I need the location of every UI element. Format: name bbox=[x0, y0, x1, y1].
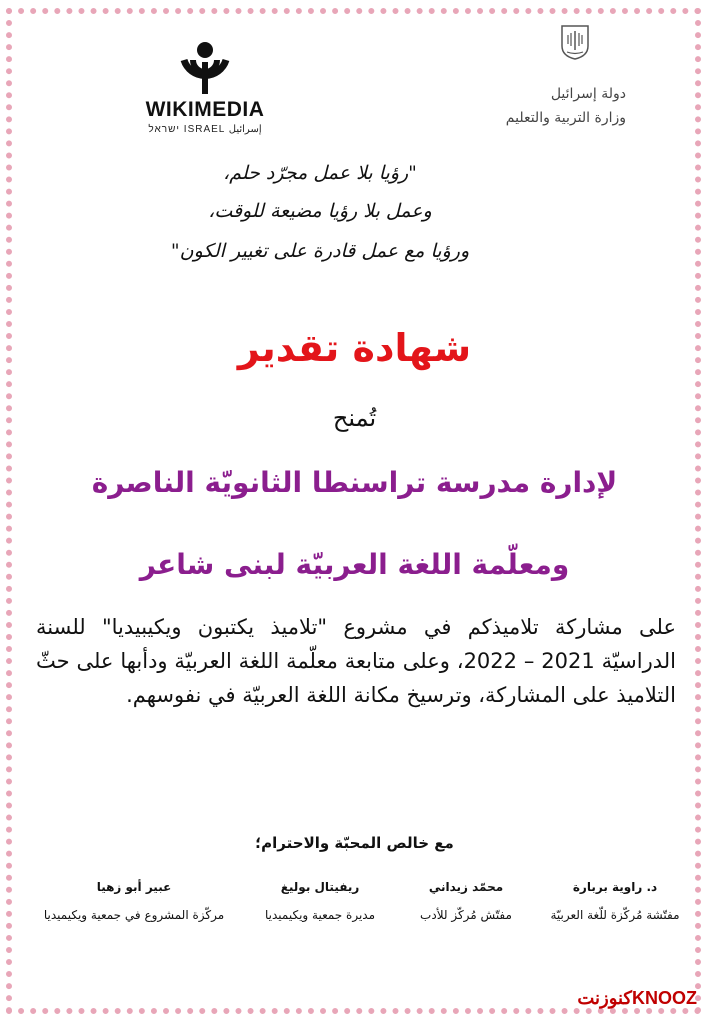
wikimedia-subline: ישראל ISRAEL إسرائيل bbox=[148, 124, 262, 135]
signatory-name: محمّد زيداني bbox=[428, 880, 504, 894]
signatory-role: مفتّش مُركّز للأدب bbox=[420, 908, 512, 922]
ministry-name: وزارة التربية والتعليم bbox=[505, 110, 626, 126]
signatory-name: د. راوية بربارة bbox=[572, 880, 658, 894]
signatory-role: مفتّشة مُركّزة للّغة العربيّة bbox=[550, 908, 680, 922]
wikimedia-logo bbox=[130, 38, 280, 138]
wikimedia-wordmark: WIKIMEDIA bbox=[145, 98, 265, 121]
brand-latin: KNOOZ bbox=[632, 988, 697, 1008]
signatory-name: ريفيتال بوليغ bbox=[280, 880, 360, 894]
closing-regards: مع خالص المحبّة والاحترام؛ bbox=[255, 834, 454, 852]
granted-label: تُمنح bbox=[332, 404, 377, 432]
signatory-role: مركّزة المشروع في جمعية ويكيميديا bbox=[43, 908, 225, 922]
signatory bbox=[540, 880, 690, 922]
quote-line-3: ورؤيا مع عمل قادرة على تغيير الكون" bbox=[170, 240, 470, 262]
quote-line-2: وعمل بلا رؤيا مضيعة للوقت، bbox=[208, 200, 432, 222]
signatory-name: عبير أبو زهيا bbox=[96, 880, 172, 894]
signatory bbox=[406, 880, 526, 922]
state-emblem-icon bbox=[558, 24, 592, 60]
recipient-line-2: ومعلّمة اللغة العربيّة لبنى شاعر bbox=[139, 548, 570, 581]
brand-arabic: كنوزنت bbox=[577, 988, 632, 1008]
quote-line-1: "رؤيا بلا عمل مجرّد حلم، bbox=[223, 162, 417, 184]
certificate-body: على مشاركة تلاميذكم في مشروع "تلاميذ يكتبون ويكيبيديا" للسنة الدراسيّة 2021 – 2022، وعلى متابعة معلّمة اللغة العربيّة ودأبها على حثّ التلاميذ على المشاركة، وترسيخ مكانة اللغة العربيّة في نفوسهم. bbox=[36, 615, 676, 707]
signatory bbox=[250, 880, 390, 922]
signatory-role: مديرة جمعية ويكيميديا bbox=[264, 908, 376, 922]
knooz-watermark bbox=[577, 988, 697, 1009]
ministry-state-name: دولة إسرائيل bbox=[550, 86, 626, 102]
certificate-title: شهادة تقدير bbox=[237, 326, 472, 370]
ministry-header bbox=[470, 24, 640, 144]
recipient-line-1: لإدارة مدرسة تراسنطا الثانويّة الناصرة bbox=[91, 466, 618, 499]
signatory bbox=[34, 880, 234, 922]
decorative-border bbox=[6, 8, 701, 1014]
signatories bbox=[30, 880, 690, 940]
wikimedia-icon bbox=[176, 38, 234, 96]
